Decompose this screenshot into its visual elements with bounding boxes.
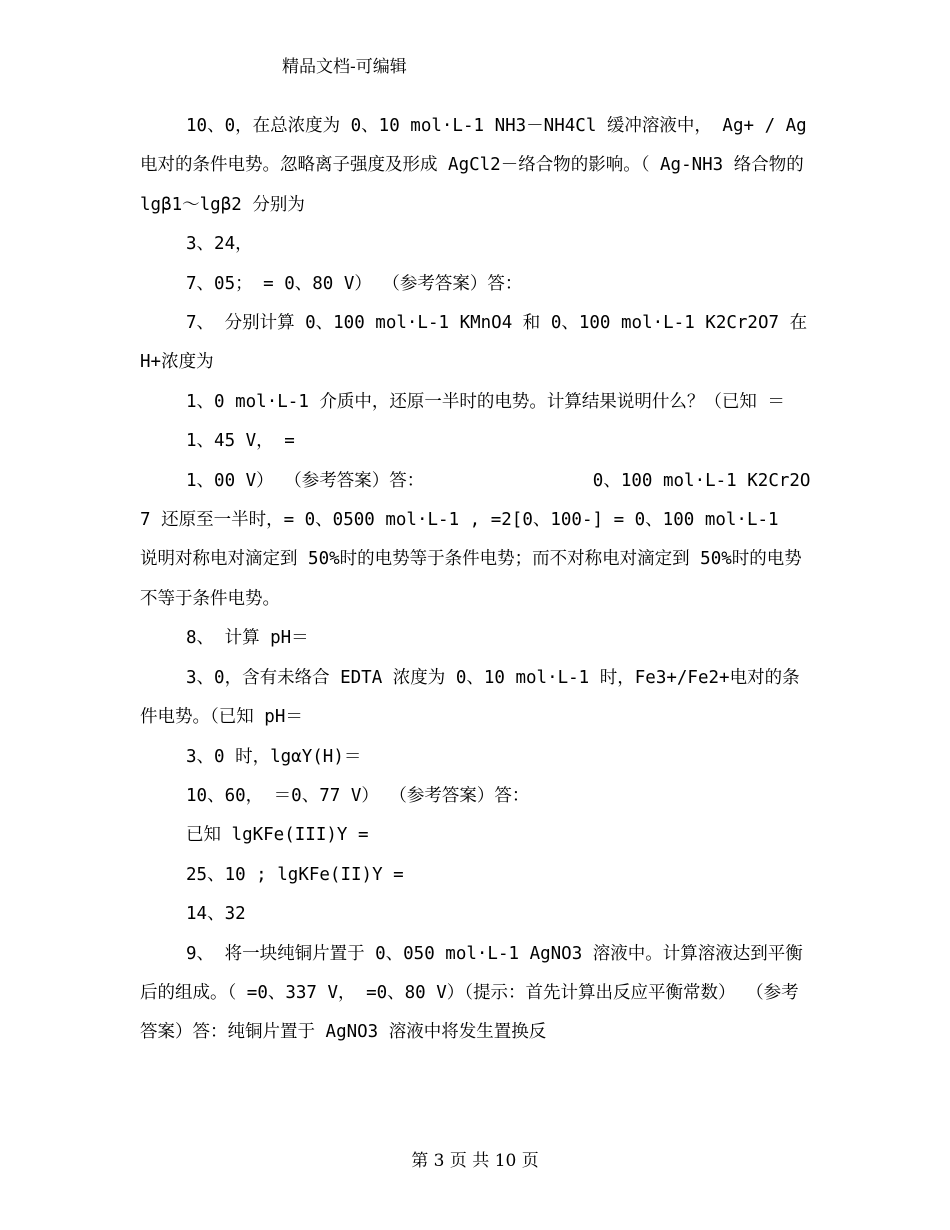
paragraph: 25、10 ; lgKFe(II)Y = — [186, 864, 404, 885]
paragraph: 1、0 mol·L-1 介质中，还原一半时的电势。计算结果说明什么？（已知 ＝ — [186, 391, 785, 412]
paragraph: 7、05； = 0、80 V） （参考答案）答： — [186, 273, 523, 294]
paragraph: 7、 分别计算 0、100 mol·L-1 KMnO4 和 0、100 mol·L-1 K2Cr2O7 在 H+浓度为 — [140, 313, 808, 373]
page-number-footer: 第 3 页 共 10 页 — [411, 1151, 539, 1171]
paragraph: 14、32 — [186, 904, 246, 925]
paragraph: 3、0，含有未络合 EDTA 浓度为 0、10 mol·L-1 时，Fe3+/Fe2+电对的条件电势。（已知 pH＝ — [140, 667, 800, 728]
page-header: 精品文档-可编辑 — [282, 57, 407, 77]
paragraph: 8、 计算 pH＝ — [186, 628, 309, 649]
document-body — [140, 107, 874, 1053]
paragraph: 3、24， — [186, 234, 253, 255]
paragraph: 10、0，在总浓度为 0、10 mol·L-1 NH3－NH4Cl 缓冲溶液中， Ag+ / Ag 电对的条件电势。忽略离子强度及形成 AgCl2－络合物的影响。（ Ag-NH3 络合物的 lgβ1～lgβ2 分别为 — [140, 116, 807, 215]
paragraph: 9、 将一块纯铜片置于 0、050 mol·L-1 AgNO3 溶液中。计算溶液达到平衡后的组成。（ =0、337 V， =0、80 V）（提示：首先计算出反应平衡常数） （参考答案）答：纯铜片置于 AgNO3 溶液中将发生置换反 — [140, 943, 803, 1043]
paragraph: 10、60， ＝0、77 V） （参考答案）答： — [186, 785, 530, 806]
paragraph: 1、00 V） （参考答案）答： 0、100 mol·L-1 K2Cr2O7 还原至一半时，= 0、0500 mol·L-1 , =2[0、100-] = 0、100 mol·L-1 说明对称电对滴定到 50%时的电势等于条件电势；而不对称电对滴定到 50%时的电势不等于条件电势。 — [140, 470, 874, 609]
paragraph: 3、0 时，lgαY(H)＝ — [186, 746, 362, 767]
paragraph: 1、45 V， = — [186, 431, 295, 452]
paragraph: 已知 lgKFe(III)Y = — [186, 825, 369, 846]
